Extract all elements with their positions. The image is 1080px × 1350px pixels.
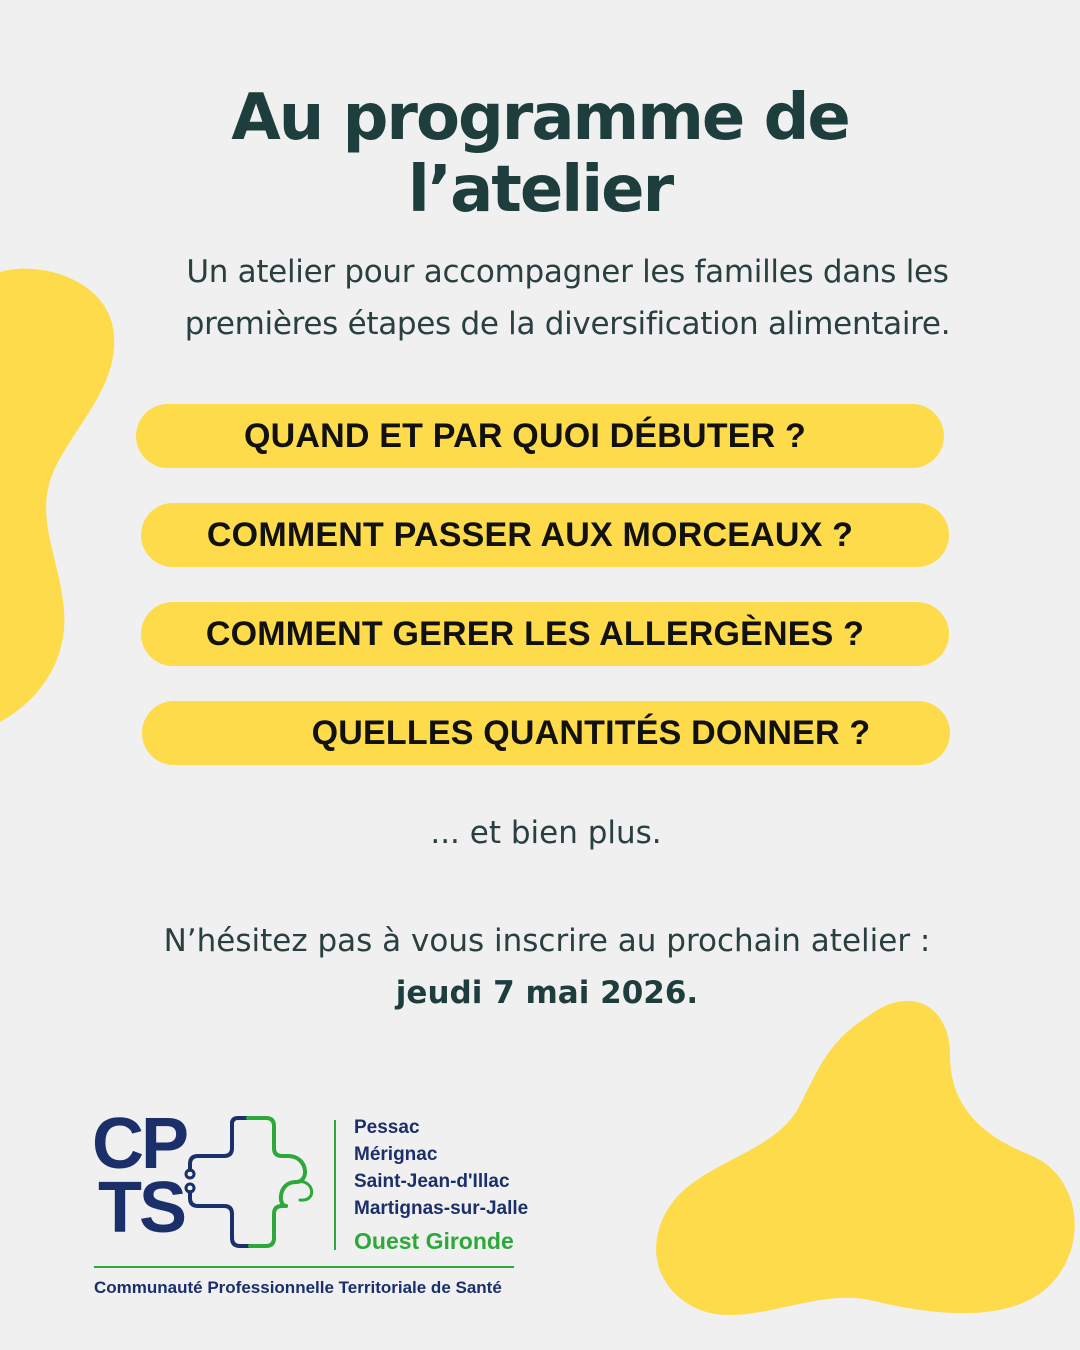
logo-divider bbox=[334, 1120, 336, 1250]
title-line-2: l’atelier bbox=[407, 153, 673, 227]
workshop-date: jeudi 7 mai 2026. bbox=[395, 975, 699, 1011]
more-text: ... et bien plus. bbox=[430, 815, 662, 851]
logo-letters-line-2: TS bbox=[98, 1168, 185, 1248]
topic-pill-allergens: COMMENT GERER LES ALLERGÈNES ? bbox=[141, 602, 949, 666]
topic-pill-start: QUAND ET PAR QUOI DÉBUTER ? bbox=[136, 404, 944, 468]
intro-text bbox=[130, 246, 1005, 350]
logo-letters-line-1: CP bbox=[92, 1104, 187, 1184]
town-name: Saint-Jean-d'Illac bbox=[354, 1171, 510, 1192]
page-title bbox=[0, 82, 1080, 226]
invite-text: N’hésitez pas à vous inscrire au prochain atelier : bbox=[163, 923, 931, 959]
stethoscope-cross-icon bbox=[178, 1112, 318, 1257]
title-line-1: Au programme de bbox=[231, 81, 849, 155]
cpts-logo bbox=[92, 1104, 532, 1312]
logo-letters bbox=[92, 1104, 187, 1248]
logo-rule bbox=[94, 1266, 514, 1268]
invite-block bbox=[0, 915, 1080, 1019]
topic-pill-quantities: QUELLES QUANTITÉS DONNER ? bbox=[142, 701, 950, 765]
topic-pill-pieces: COMMENT PASSER AUX MORCEAUX ? bbox=[141, 503, 949, 567]
logo-towns bbox=[354, 1114, 528, 1222]
town-name: Pessac bbox=[354, 1117, 420, 1138]
intro-line-2: premières étapes de la diversification alimentaire. bbox=[184, 306, 951, 342]
logo-region: Ouest Gironde bbox=[354, 1228, 514, 1254]
yellow-blob-left bbox=[0, 260, 130, 730]
intro-line-1: Un atelier pour accompagner les familles dans les bbox=[186, 254, 949, 290]
town-name: Mérignac bbox=[354, 1144, 438, 1165]
logo-tagline: Communauté Professionnelle Territoriale de Santé bbox=[94, 1278, 502, 1297]
yellow-blob-right bbox=[650, 995, 1080, 1330]
town-name: Martignas-sur-Jalle bbox=[354, 1198, 529, 1219]
